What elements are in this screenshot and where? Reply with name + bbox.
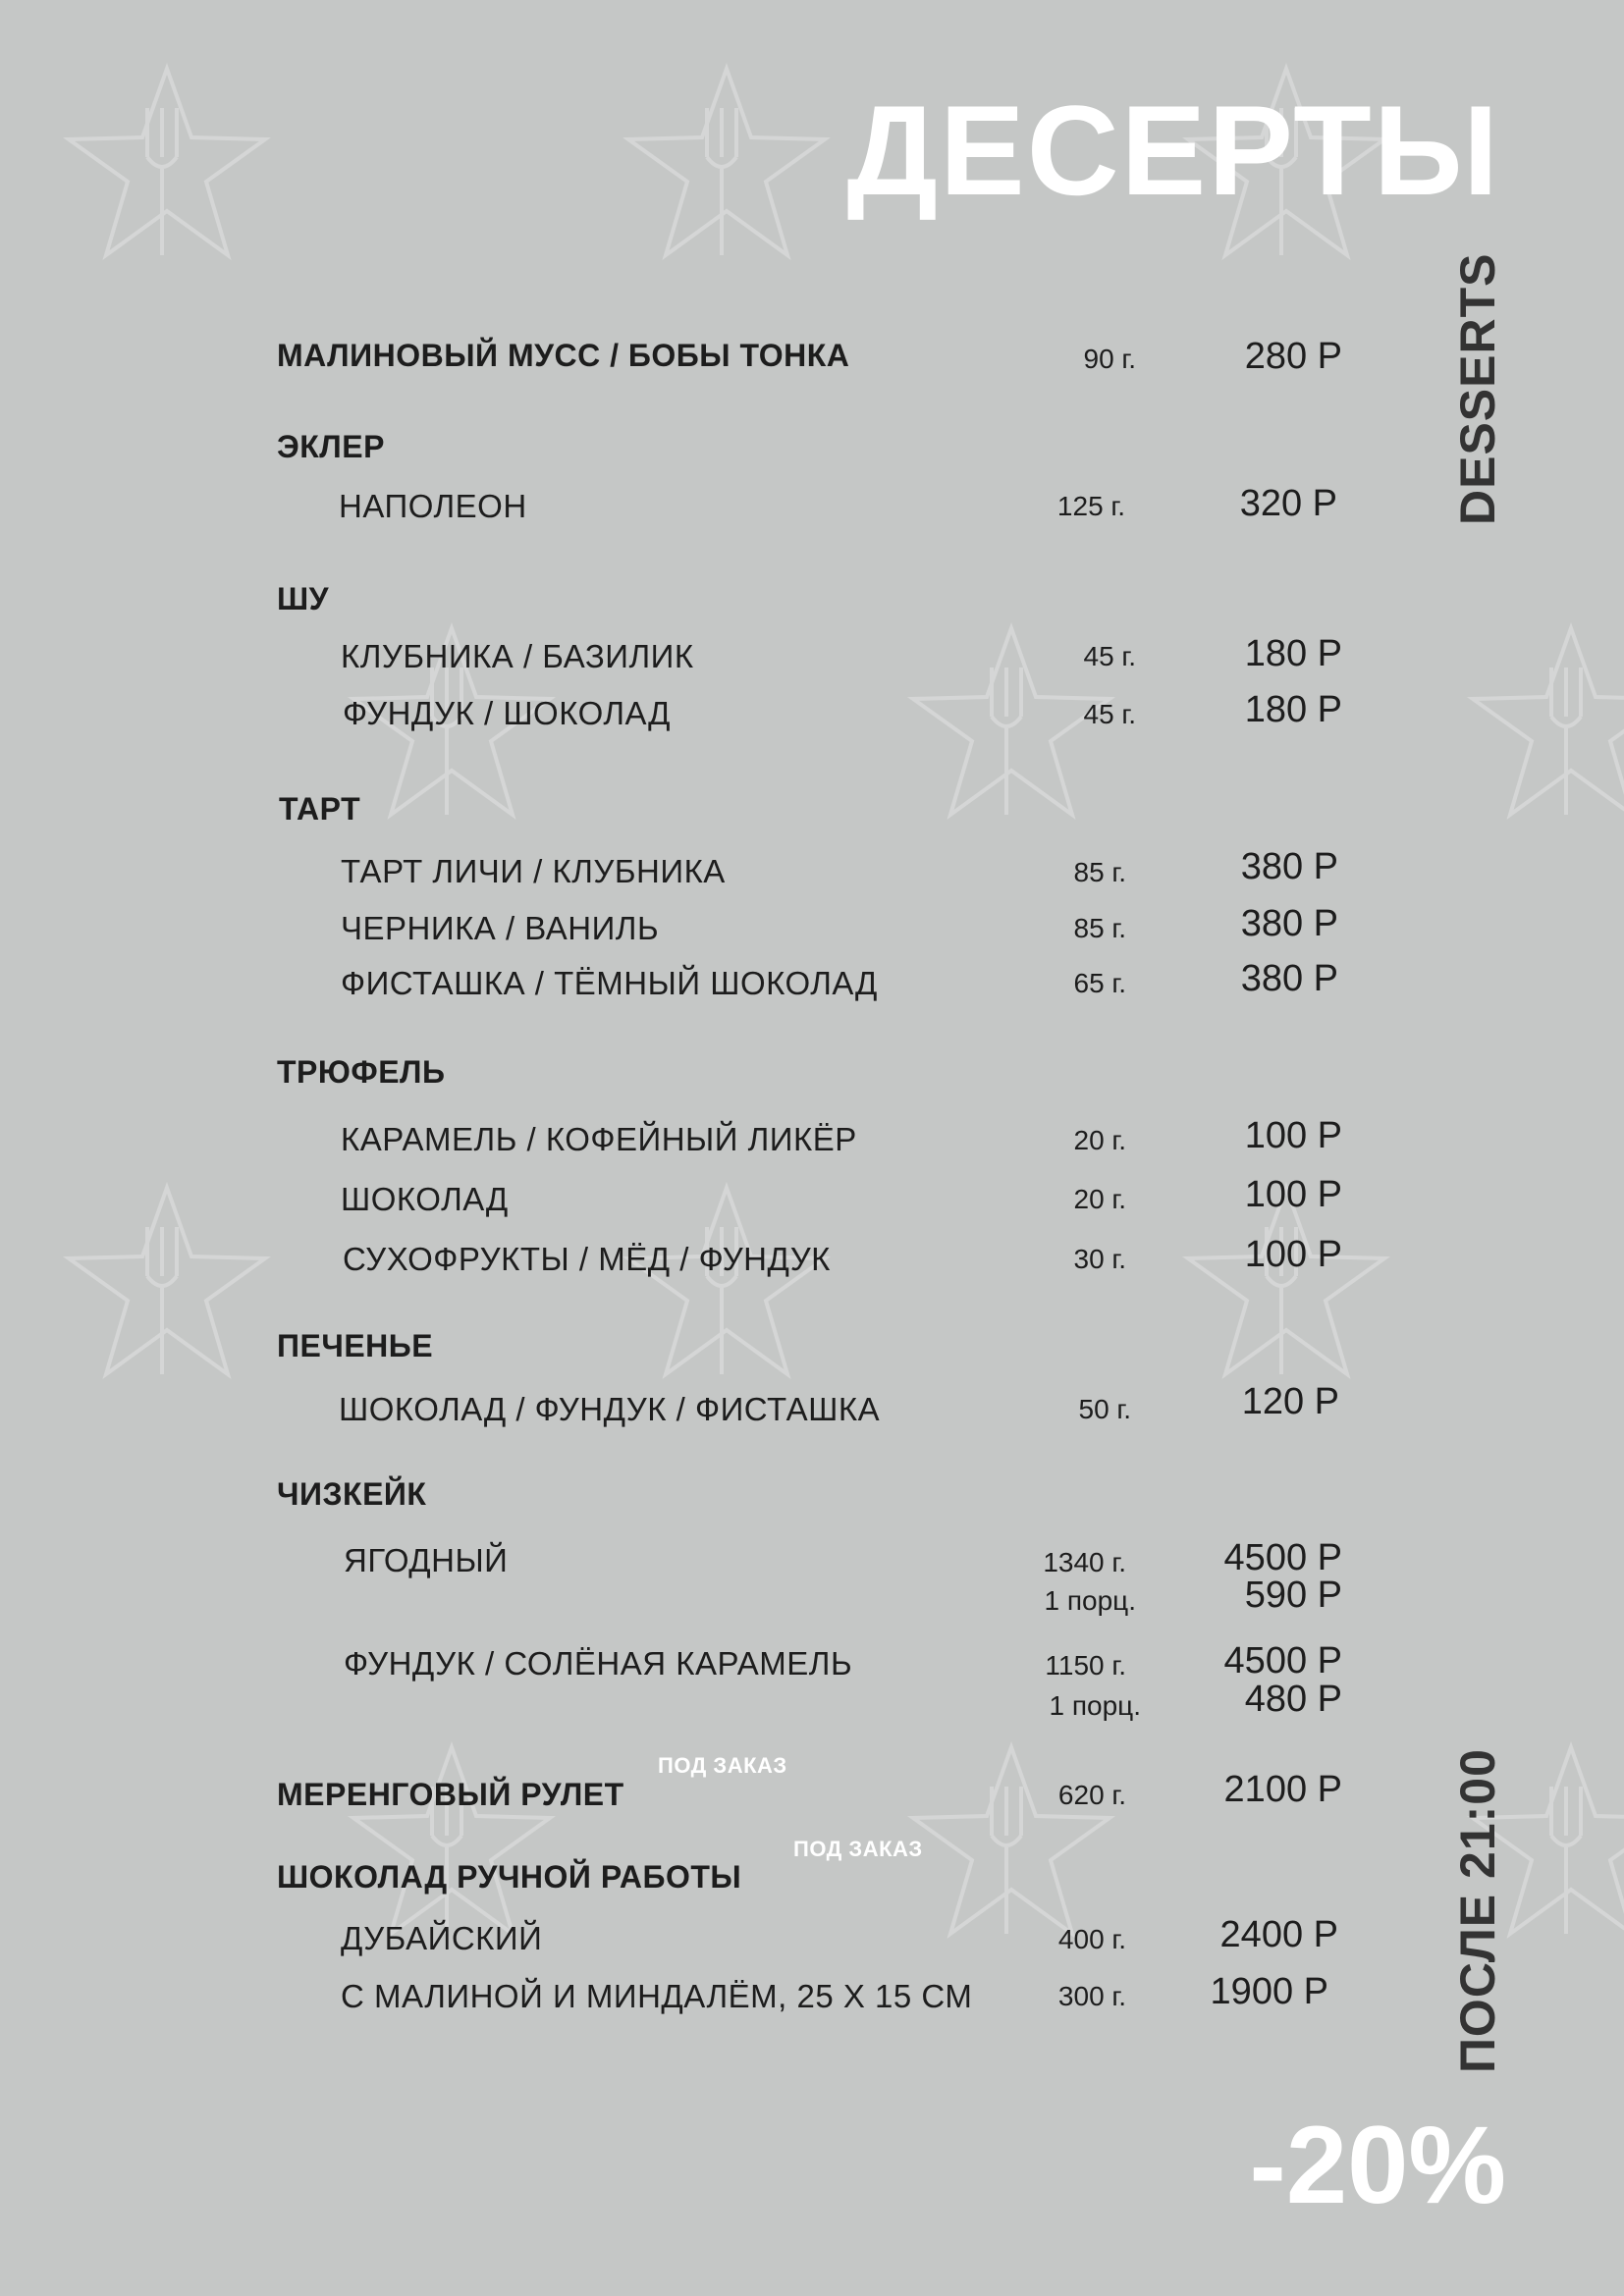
category-title: ТАРТ xyxy=(279,791,361,827)
menu-item-price: 320 Р xyxy=(1239,483,1337,524)
menu-item-name: ФУНДУК / ШОКОЛАД xyxy=(343,695,671,731)
menu-item-name: МАЛИНОВЫЙ МУСС / БОБЫ ТОНКА xyxy=(277,338,850,373)
menu-item-name: С МАЛИНОЙ И МИНДАЛЁМ, 25 Х 15 СМ xyxy=(341,1978,973,2014)
menu-item-weight: 45 г. xyxy=(1083,699,1136,729)
menu-item-name: ШОКОЛАД xyxy=(341,1181,509,1217)
menu-item-weight: 65 г. xyxy=(1073,968,1126,998)
menu-item-price: 2400 Р xyxy=(1219,1914,1338,1955)
menu-item-price: 100 Р xyxy=(1244,1115,1342,1156)
menu-item-price: 280 Р xyxy=(1244,336,1342,377)
menu-item-price: 120 Р xyxy=(1241,1381,1339,1422)
menu-item-name: ФИСТАШКА / ТЁМНЫЙ ШОКОЛАД xyxy=(341,965,878,1001)
category-title: ЭКЛЕР xyxy=(277,429,385,464)
menu-item-weight: 85 г. xyxy=(1073,913,1126,943)
page-title: ДЕСЕРТЫ xyxy=(846,79,1500,222)
menu-item-portion-weight: 1 порц. xyxy=(1049,1690,1141,1721)
menu-item-price: 4500 Р xyxy=(1223,1537,1342,1578)
menu-item-price: 380 Р xyxy=(1240,903,1338,944)
category-title: ШОКОЛАД РУЧНОЙ РАБОТЫ xyxy=(277,1859,742,1895)
menu-item-weight: 90 г. xyxy=(1083,344,1136,374)
menu-item-price: 2100 Р xyxy=(1223,1769,1342,1810)
menu-item-price: 180 Р xyxy=(1244,633,1342,674)
menu-item-name: ШОКОЛАД / ФУНДУК / ФИСТАШКА xyxy=(339,1391,881,1427)
menu-item-name: МЕРЕНГОВЫЙ РУЛЕТ xyxy=(277,1777,624,1812)
promo-discount: -20% xyxy=(1249,2104,1506,2226)
menu-item-weight: 1340 г. xyxy=(1043,1547,1126,1577)
menu-item-name: ЧЕРНИКА / ВАНИЛЬ xyxy=(341,910,660,946)
menu-item-price: 100 Р xyxy=(1244,1234,1342,1275)
menu-item-name: ЯГОДНЫЙ xyxy=(344,1542,509,1578)
menu-item-name: ФУНДУК / СОЛЁНАЯ КАРАМЕЛЬ xyxy=(344,1645,853,1682)
category-title: ТРЮФЕЛЬ xyxy=(277,1054,446,1090)
menu-item-name: НАПОЛЕОН xyxy=(339,488,527,524)
menu-item-price: 1900 Р xyxy=(1210,1971,1328,2012)
category-title: ПЕЧЕНЬЕ xyxy=(277,1328,434,1363)
menu-item-name: ТАРТ ЛИЧИ / КЛУБНИКА xyxy=(341,853,726,889)
menu-item-name: КЛУБНИКА / БАЗИЛИК xyxy=(341,638,694,674)
menu-item-weight: 50 г. xyxy=(1078,1394,1131,1424)
menu-item-name: ДУБАЙСКИЙ xyxy=(341,1920,543,1956)
menu-item-weight: 620 г. xyxy=(1057,1780,1126,1810)
menu-item-weight: 30 г. xyxy=(1073,1244,1126,1274)
menu-item-name: СУХОФРУКТЫ / МЁД / ФУНДУК xyxy=(343,1241,831,1277)
menu-item-price: 480 Р xyxy=(1244,1679,1342,1720)
menu-item-weight: 125 г. xyxy=(1056,491,1125,521)
menu-item-portion-price: 590 Р xyxy=(1244,1575,1342,1616)
menu-item-weight: 400 г. xyxy=(1057,1924,1126,1954)
menu-item-price: 380 Р xyxy=(1240,958,1338,999)
promo-time: ПОСЛЕ 21:00 xyxy=(1450,1748,1505,2073)
menu-item-price: 4500 Р xyxy=(1223,1640,1342,1682)
menu-item-weight: 20 г. xyxy=(1073,1184,1126,1214)
menu-item-price: 100 Р xyxy=(1244,1174,1342,1215)
side-label: DESSERTS xyxy=(1450,252,1505,525)
menu-item-price: 180 Р xyxy=(1244,689,1342,730)
menu-item-weight: 20 г. xyxy=(1073,1125,1126,1155)
category-title: ЧИЗКЕЙК xyxy=(277,1476,427,1512)
menu-item-portion-weight: 1 порц. xyxy=(1044,1585,1136,1616)
category-title: ШУ xyxy=(277,581,330,616)
menu-item-weight: 85 г. xyxy=(1073,857,1126,887)
menu-item-weight: 300 г. xyxy=(1057,1981,1126,2011)
menu-item-weight: 1150 г. xyxy=(1045,1650,1126,1681)
menu-item-price: 380 Р xyxy=(1240,846,1338,887)
menu-item-name: КАРАМЕЛЬ / КОФЕЙНЫЙ ЛИКЁР xyxy=(341,1121,857,1157)
menu-item-weight: 45 г. xyxy=(1083,641,1136,671)
on-order-badge: ПОД ЗАКАЗ xyxy=(793,1837,923,1861)
on-order-badge: ПОД ЗАКАЗ xyxy=(658,1753,787,1778)
